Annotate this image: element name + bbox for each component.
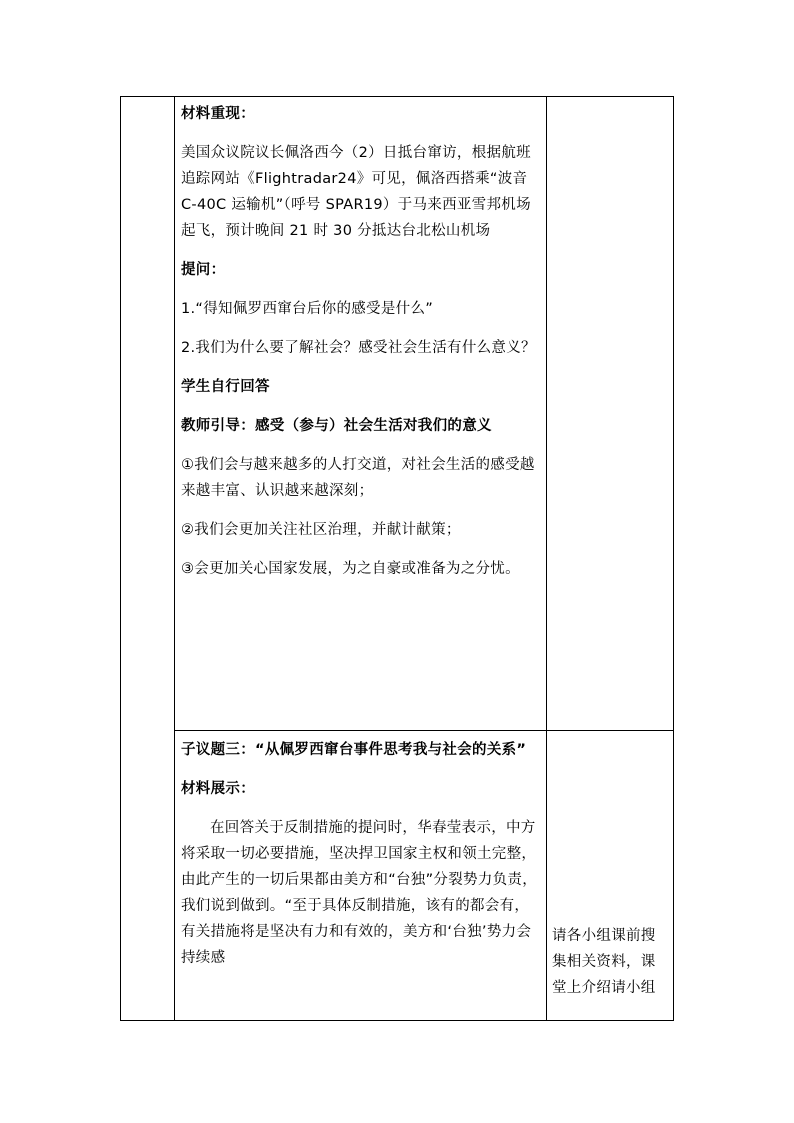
table-border-left xyxy=(120,96,121,1021)
material-review-cell xyxy=(181,101,541,595)
table-border-top xyxy=(120,96,674,97)
activity-note-cell xyxy=(552,923,670,1014)
student-answer-heading: 学生自行回答 xyxy=(181,379,270,395)
table-border-right xyxy=(673,96,674,1021)
question-heading: 提问： xyxy=(181,262,226,278)
table-col-divider-2 xyxy=(546,96,547,1021)
sub-topic-three-title: 子议题三：“从佩罗西窜台事件思考我与社会的关系” xyxy=(181,742,527,758)
significance-point-2: ②我们会更加关注社区治理，并献计献策； xyxy=(181,522,461,538)
material-display-heading: 材料展示： xyxy=(181,781,255,797)
sub-topic-three-cell xyxy=(181,737,541,984)
activity-note: 请各小组课前搜集相关资料，课堂上介绍请小组 xyxy=(552,928,656,996)
table-row-divider xyxy=(174,730,674,731)
significance-point-1: ①我们会与越来越多的人打交道，对社会生活的感受越来越丰富、认识越来越深刻； xyxy=(181,457,535,499)
table-border-bottom xyxy=(120,1020,674,1021)
table-col-divider-1 xyxy=(174,96,175,1021)
question-2: 2.我们为什么要了解社会？感受社会生活有什么意义？ xyxy=(181,340,536,356)
material-display-text: 在回答关于反制措施的提问时，华春莹表示，中方将采取一切必要措施，坚决捍卫国家主权和领土完整，由此产生的一切后果都由美方和“台独”分裂势力负责，我们说到做到。“至于具体反制措施，该有的都会有，有关措施将是坚决有力和有效的，美方和‘台独’势力会持续感 xyxy=(181,820,538,966)
material-review-text: 美国众议院议长佩洛西今（2）日抵台窜访，根据航班追踪网站《Flightradar24》可见，佩洛西搭乘“波音 C-40C 运输机”（呼号 SPAR19）于马来西亚雪邦机场起飞，预计晚间 21 时 30 分抵达台北松山机场 xyxy=(181,145,531,239)
material-review-heading: 材料重现： xyxy=(181,106,255,122)
significance-point-3: ③会更加关心国家发展，为之自豪或准备为之分忧。 xyxy=(181,561,520,577)
teacher-guide-heading: 教师引导：感受（参与）社会生活对我们的意义 xyxy=(181,418,492,434)
question-1: 1.“得知佩罗西窜台后你的感受是什么” xyxy=(181,301,434,317)
